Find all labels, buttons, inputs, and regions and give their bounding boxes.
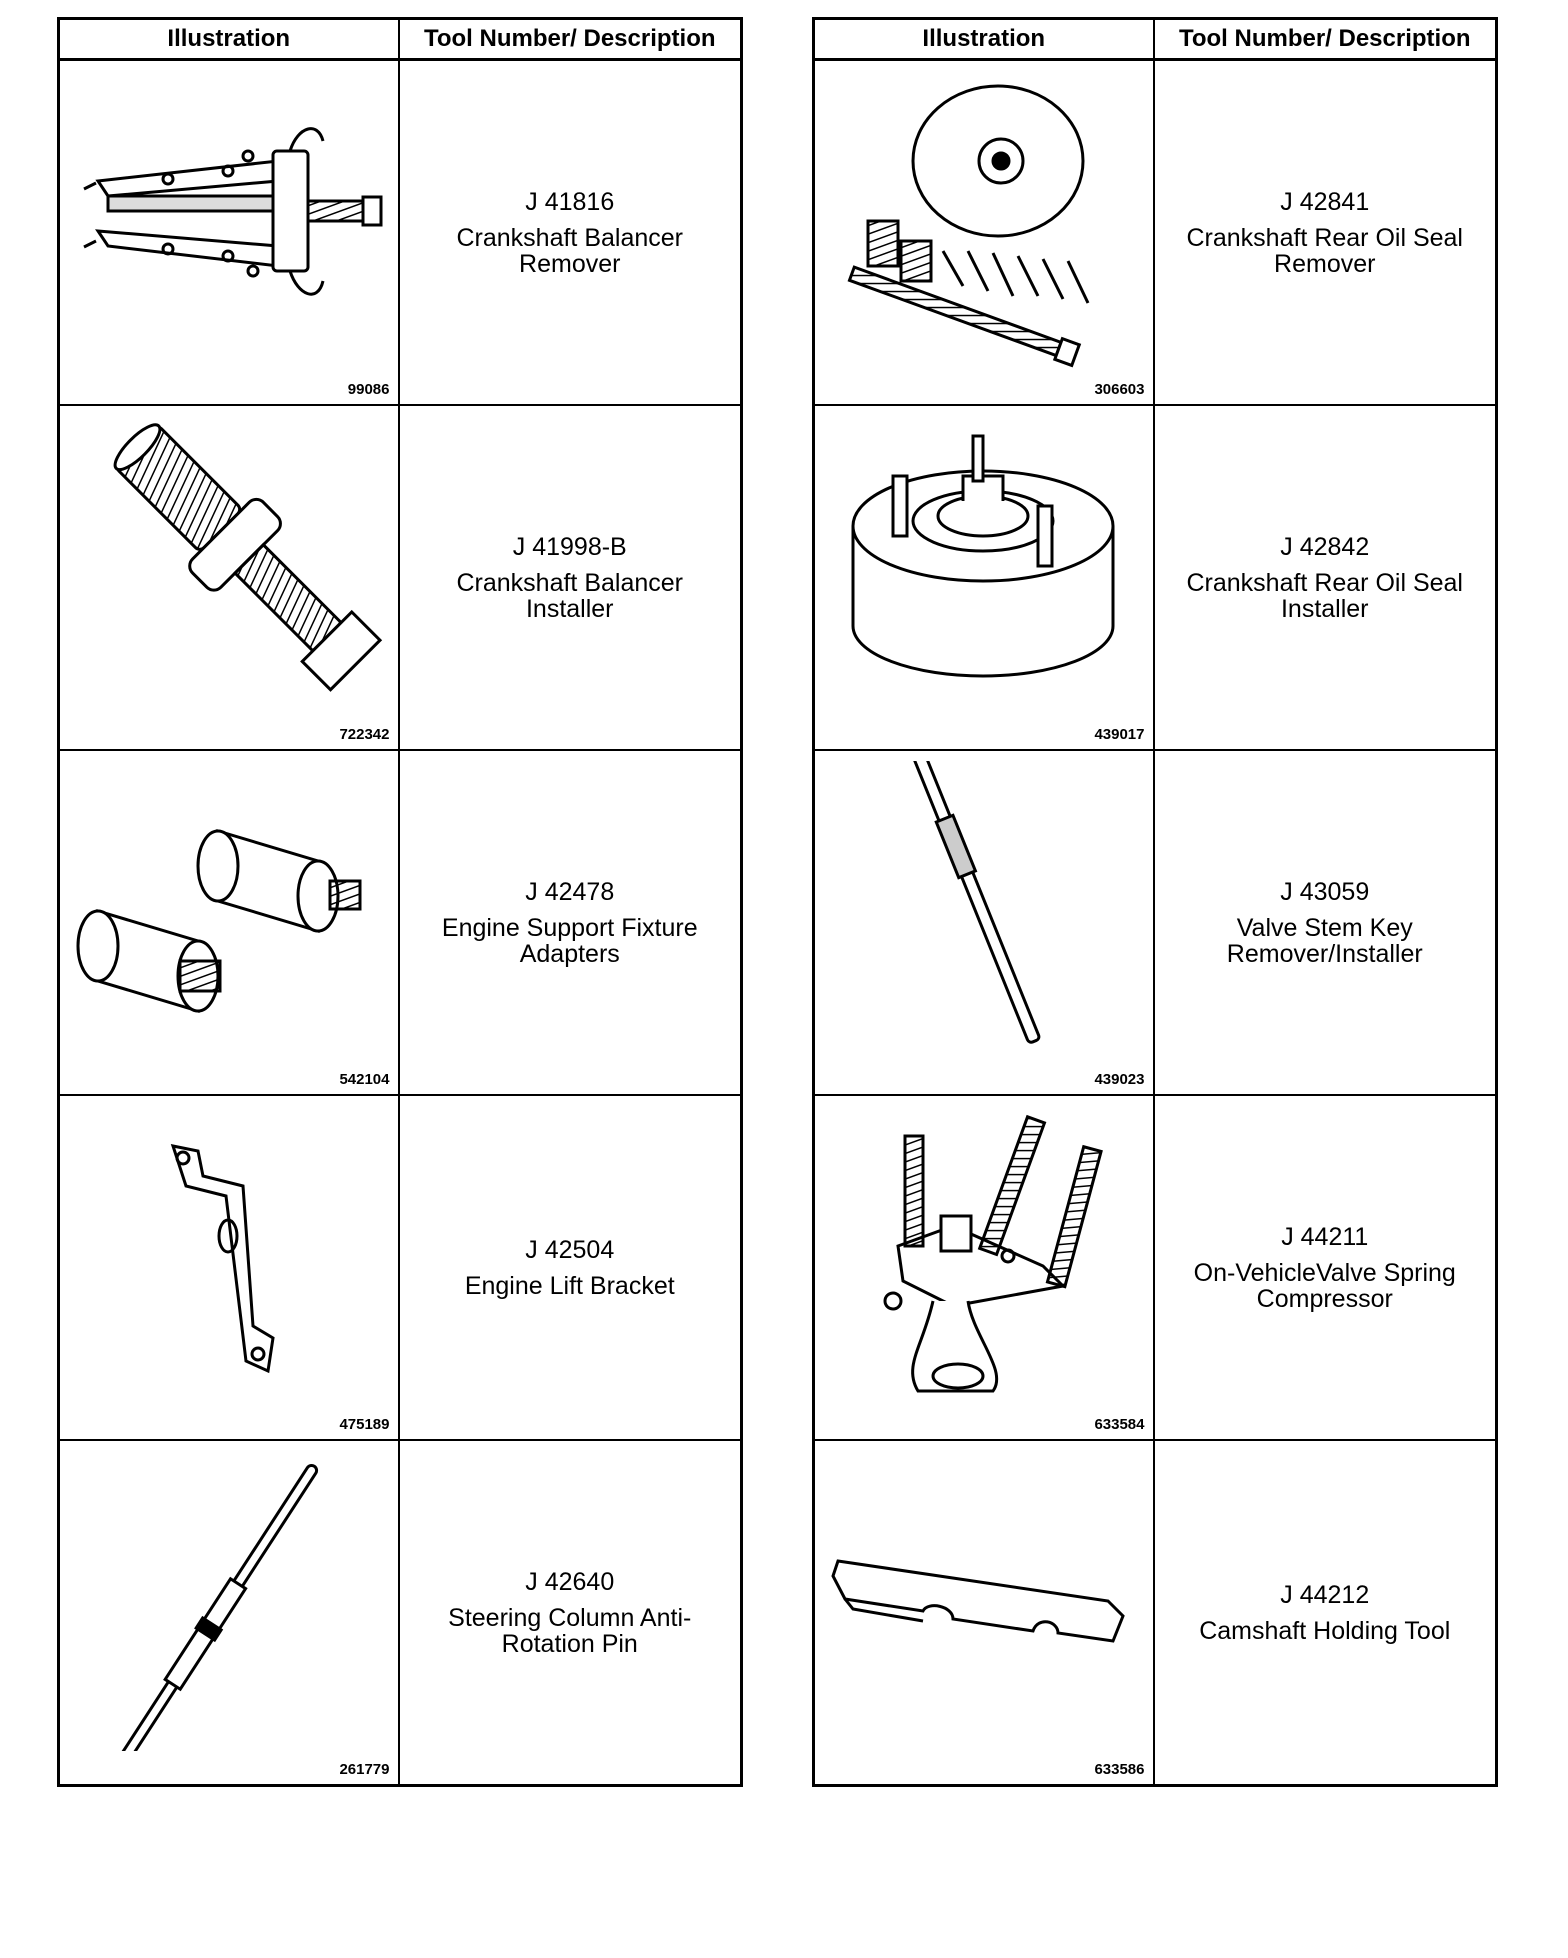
tool-description: Camshaft Holding Tool [1199, 1616, 1451, 1645]
long-pin-icon [68, 1451, 388, 1751]
tool-description: Crankshaft Rear Oil Seal Remover [1186, 223, 1463, 278]
camshaft-holder-icon [823, 1451, 1143, 1751]
valve-key-tool-icon [823, 761, 1143, 1061]
right-tools-table [812, 17, 1498, 1787]
table-row [814, 750, 1497, 1095]
figure-number: 475189 [339, 1416, 390, 1433]
tool-number: J 44211 [1281, 1222, 1369, 1251]
seal-installer-drum-icon [823, 416, 1143, 716]
description-cell [1154, 405, 1497, 750]
table-row [814, 405, 1497, 750]
table-row [59, 750, 742, 1095]
spring-compressor-icon [823, 1106, 1143, 1406]
left-tools-table [57, 17, 743, 1787]
figure-number: 99086 [347, 381, 390, 398]
description-cell [1154, 1440, 1497, 1786]
tool-description: Steering Column Anti-Rotation Pin [448, 1603, 692, 1658]
illustration-cell [814, 60, 1154, 406]
tool-description: On-VehicleValve Spring Compressor [1193, 1258, 1456, 1313]
figure-number: 633586 [1094, 1761, 1145, 1778]
figure-number: 633584 [1094, 1416, 1145, 1433]
figure-number: 722342 [339, 726, 390, 743]
tool-description: Crankshaft Balancer Remover [456, 223, 683, 278]
illustration-cell [59, 60, 399, 406]
illustration-cell [59, 405, 399, 750]
lift-bracket-icon [68, 1106, 388, 1406]
figure-number: 439023 [1094, 1071, 1145, 1088]
tool-number: J 42478 [525, 877, 615, 906]
illustration-header: Illustration [59, 19, 399, 60]
tool-description: Engine Lift Bracket [464, 1271, 675, 1300]
illustration-cell [814, 750, 1154, 1095]
seal-remover-plate-icon [823, 71, 1143, 371]
threaded-installer-bolt-icon [68, 416, 388, 716]
table-row [814, 60, 1497, 406]
illustration-cell [814, 1440, 1154, 1786]
tool-header: Tool Number/ Description [399, 19, 742, 60]
table-row [814, 1440, 1497, 1786]
tool-description: Crankshaft Rear Oil Seal Installer [1186, 568, 1463, 623]
illustration-cell [59, 750, 399, 1095]
tool-description: Crankshaft Balancer Installer [456, 568, 683, 623]
description-cell [1154, 750, 1497, 1095]
table-row [59, 1440, 742, 1786]
tool-number: J 42504 [525, 1235, 615, 1264]
illustration-header: Illustration [814, 19, 1154, 60]
description-cell [1154, 1095, 1497, 1440]
figure-number: 261779 [339, 1761, 390, 1778]
illustration-cell [59, 1095, 399, 1440]
description-cell [399, 1095, 742, 1440]
table-row [814, 1095, 1497, 1440]
tool-number: J 42842 [1280, 532, 1370, 561]
cylinder-adapters-icon [68, 761, 388, 1061]
description-cell [1154, 60, 1497, 406]
tool-number: J 43059 [1280, 877, 1370, 906]
tool-number: J 42640 [525, 1567, 615, 1596]
illustration-cell [814, 405, 1154, 750]
tool-number: J 42841 [1280, 187, 1370, 216]
table-row [59, 405, 742, 750]
description-cell [399, 750, 742, 1095]
illustration-cell [59, 1440, 399, 1786]
tool-number: J 41816 [525, 187, 615, 216]
tool-number: J 44212 [1280, 1580, 1370, 1609]
figure-number: 439017 [1094, 726, 1145, 743]
tool-header: Tool Number/ Description [1154, 19, 1497, 60]
table-header-row [814, 19, 1497, 60]
three-jaw-puller-icon [68, 71, 388, 371]
tool-description: Valve Stem Key Remover/Installer [1226, 913, 1423, 968]
figure-number: 306603 [1094, 381, 1145, 398]
illustration-cell [814, 1095, 1154, 1440]
tool-description: Engine Support Fixture Adapters [441, 913, 698, 968]
description-cell [399, 405, 742, 750]
figure-number: 542104 [339, 1071, 390, 1088]
description-cell [399, 60, 742, 406]
table-header-row [59, 19, 742, 60]
tool-number: J 41998-B [512, 532, 627, 561]
table-row [59, 60, 742, 406]
description-cell [399, 1440, 742, 1786]
table-row [59, 1095, 742, 1440]
